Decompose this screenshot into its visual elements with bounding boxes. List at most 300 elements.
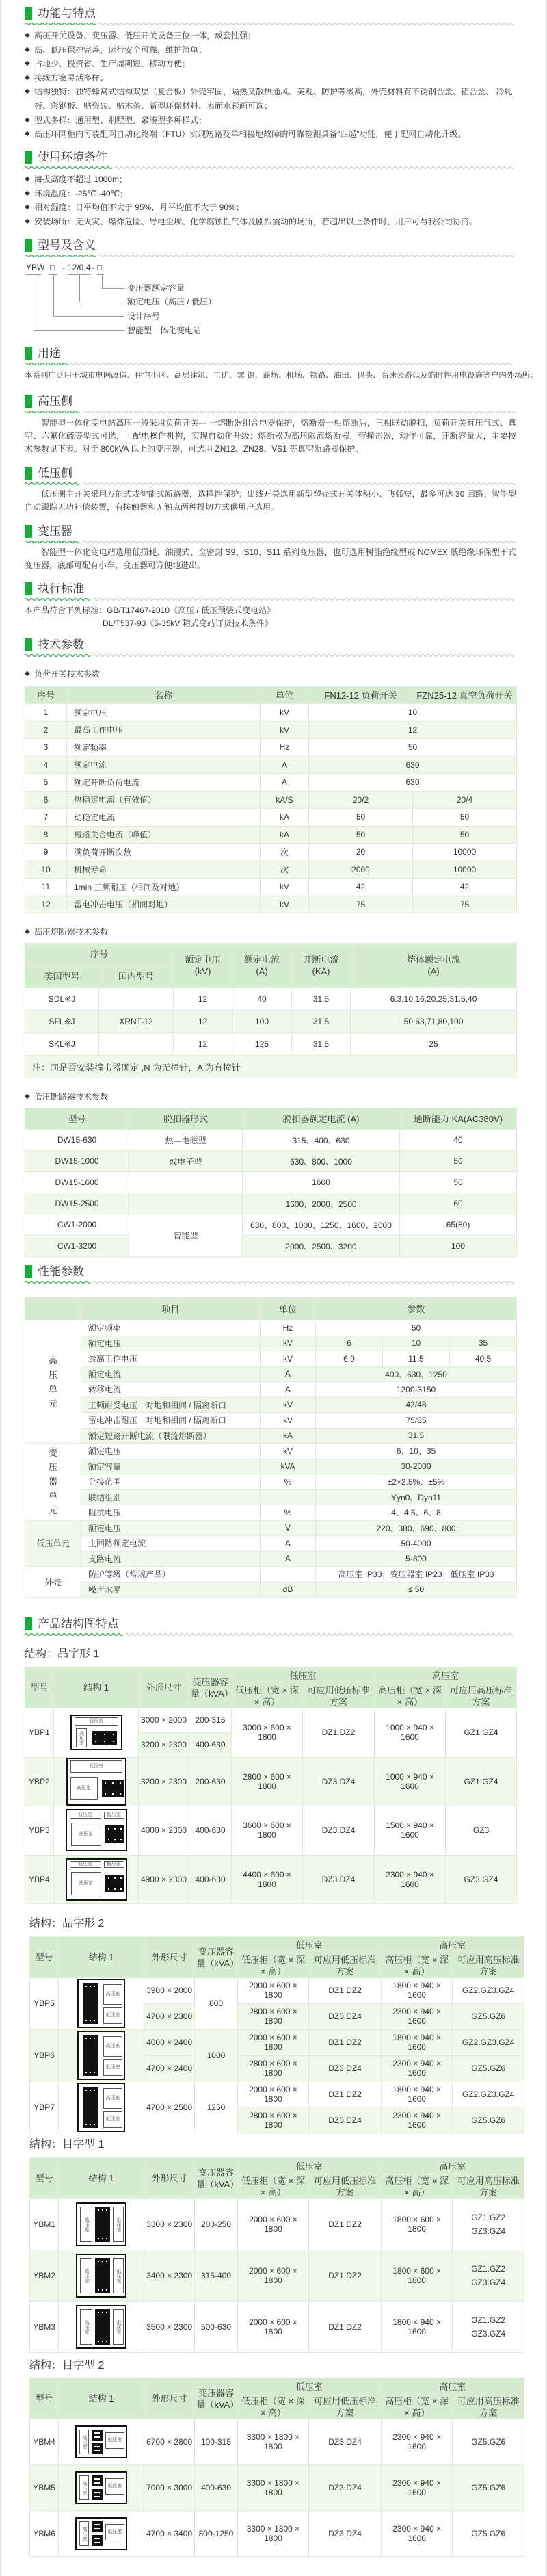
table-row <box>25 1520 517 1536</box>
table-cell: 2300 × 940 × 1600 <box>381 2511 453 2557</box>
diagram-cell <box>54 1757 139 1806</box>
transformer-icon <box>95 2258 110 2293</box>
diagram-cell <box>54 1708 139 1758</box>
table-cell: 7000 × 3000 <box>144 2465 194 2511</box>
table-cell: % <box>261 1505 316 1521</box>
structure-diagram <box>70 1715 122 1750</box>
table-row <box>30 2511 524 2557</box>
structure-diagram <box>76 2254 126 2298</box>
list-item: ◆ 高、低压保护完善，运行安全可靠，维护简单； <box>25 43 516 57</box>
room-label: 高压室 <box>79 1730 84 1745</box>
col-header: 低压柜（宽 × 深 × 高） <box>232 1684 303 1708</box>
table-cell: 高压室 IP33；变压器室 IP23；低压室 IP33 <box>316 1567 517 1583</box>
table-cell: 6.9 <box>316 1351 383 1367</box>
table-cell: 2800 × 600 × 1800 <box>237 2003 309 2029</box>
diagram-cell <box>59 2511 144 2557</box>
table-cell: 75 <box>309 896 413 913</box>
transformer-icon <box>105 1875 124 1892</box>
table-cell: 60 <box>400 1193 517 1214</box>
table-cell: 31.5 <box>292 1011 351 1033</box>
table-row <box>25 896 517 913</box>
model-cell: YBM6 <box>30 2511 59 2557</box>
diagram-cell <box>59 2465 144 2511</box>
table-cell: 或电子型 <box>129 1151 243 1172</box>
table-row <box>25 721 517 739</box>
table-cell: 10 <box>383 1336 450 1351</box>
table-row <box>25 1011 517 1033</box>
table-row <box>25 809 517 827</box>
col-header <box>25 1298 81 1320</box>
model-label-product: 智能型一体化变电站 <box>127 326 202 335</box>
table-cell: 8 <box>25 826 67 844</box>
col-header: FN12-12 负荷开关 <box>309 687 413 704</box>
lv-room-box <box>103 2059 122 2076</box>
room-label: 高压室 <box>105 1992 120 1997</box>
col-header: 低压室 <box>237 1937 381 1954</box>
table-row <box>25 1567 517 1583</box>
diagram-cell <box>59 2081 144 2133</box>
col-header: 英国型号 <box>25 965 99 988</box>
table-cell: GZ5.GZ6 <box>453 2107 524 2133</box>
table-cell: 125 <box>232 1033 292 1056</box>
table-cell <box>99 1033 174 1056</box>
lv-room-box <box>113 2207 124 2242</box>
table-cell: 10000 <box>413 861 517 879</box>
structure-diagram <box>77 2031 125 2080</box>
room-label: 高压室 <box>77 1785 91 1791</box>
table-cell: 42 <box>413 879 517 896</box>
standard-item: GB/T17467-2010《高压 / 低压预装式变电站》 <box>107 606 276 615</box>
table-cell: 最高工作电压 <box>81 1351 261 1367</box>
heading-marker-icon <box>25 1265 32 1278</box>
table-cell: 短路关合电流（峰值） <box>67 826 261 844</box>
col-header: 外形尺寸 <box>144 1937 194 1978</box>
room-label: 高压室 <box>84 2319 90 2334</box>
table-cell: 3 <box>25 739 67 757</box>
lv-room-box <box>105 2478 124 2495</box>
table-cell: kV <box>261 721 309 739</box>
hv-room-box <box>80 2258 92 2293</box>
heading-marker-icon <box>25 395 32 408</box>
room-label: 低压室 <box>107 2484 122 2488</box>
col-header <box>292 944 351 988</box>
table-cell: 额定频率 <box>81 1320 261 1336</box>
category-cell: 高压单元 <box>25 1320 81 1444</box>
table-cell: kV <box>261 1351 316 1367</box>
structure-diagram <box>75 2425 127 2458</box>
col-header: 名称 <box>67 687 261 704</box>
table-cell: 6 <box>316 1336 383 1351</box>
table-cell: 400-630 <box>189 1732 232 1757</box>
table-row <box>25 1214 517 1236</box>
table-cell: 噪声水平 <box>81 1582 261 1598</box>
col-header: 可应用低压标准方案 <box>309 1954 382 1978</box>
table-cell: DZ3.DZ4 <box>309 2055 382 2081</box>
table-cell: 400-630 <box>189 1806 232 1856</box>
list-item: ◆ 相对湿度：日平均值不大于 95%，月平均值不大于 90%； <box>25 200 516 215</box>
table-cell: 400、630、1250 <box>316 1366 517 1382</box>
table-cell: Yyn0、Dyn11 <box>316 1489 517 1505</box>
table-row <box>25 1428 517 1444</box>
table-cell: DW15-2500 <box>25 1193 129 1214</box>
table-cell: 11 <box>25 879 67 896</box>
table-cell: 满负荷开断次数 <box>67 844 261 861</box>
table-cell: 2800 × 600 × 1800 <box>237 2107 309 2133</box>
room-label: 高压室 <box>84 2268 90 2283</box>
room-label: 低压室 <box>89 1719 103 1724</box>
heading-marker-icon <box>25 151 32 164</box>
table-row <box>25 1172 517 1193</box>
table-cell: 工频耐受电压 对地和相间 / 隔离断口 <box>81 1397 261 1413</box>
standard-item: DL/T537-93《6-35kV 箱式变站订货技术条件》 <box>103 619 273 628</box>
room-label: 低压室 <box>105 2065 120 2070</box>
table-cell: 4000 × 2400 <box>144 2029 194 2055</box>
table-cell: 200-250 <box>195 2199 237 2250</box>
table-cell: 12 <box>174 1033 232 1056</box>
room-label: 低压室 <box>107 1812 121 1818</box>
diagram-cell <box>59 2199 144 2250</box>
col-header: 型号 <box>25 1108 129 1130</box>
lv-room-box <box>105 2432 124 2449</box>
fuse-title: ◆ 高压熔断器技术参数 <box>25 925 108 939</box>
heading-text: 产品结构图特点 <box>38 1617 119 1630</box>
structure-diagram <box>77 1979 125 2028</box>
table-cell: 额定短路开断电流（限流熔断器） <box>81 1428 261 1444</box>
transformer-icon <box>105 1825 124 1843</box>
table-cell: 1 <box>25 704 67 722</box>
col-header: 单位 <box>261 687 309 704</box>
hv-room-box <box>103 2036 122 2057</box>
room-label: 高压室 <box>79 1832 93 1837</box>
table-cell: DZ3.DZ4 <box>309 2465 382 2511</box>
list-item: ◆ 接线方案灵活多样； <box>25 71 516 86</box>
heading-marker-icon <box>25 467 32 480</box>
model-dash: - <box>62 263 65 272</box>
table-cell: 30-2000 <box>316 1459 517 1474</box>
table-cell: 2000、2500、3200 <box>243 1236 400 1257</box>
table-cell: 雷电冲击耐压 对地和相间 / 隔离断口 <box>81 1413 261 1429</box>
table-cell: 4700 × 3400 <box>144 2511 194 2557</box>
category-cell: 外壳 <box>25 1567 81 1598</box>
table-cell: CW1-2000 <box>25 1214 129 1236</box>
col-header: 可应用高压标准方案 <box>453 2395 524 2419</box>
model-box-capacity: □ <box>97 263 103 272</box>
table-cell: A <box>261 1551 316 1567</box>
col-header: 脱扣器形式 <box>129 1108 243 1130</box>
col-header: 变压器容量（kVA） <box>195 2378 237 2419</box>
table-cell: 31.5 <box>316 1428 517 1444</box>
col-header: 变压器容量（kVA） <box>195 1937 237 1978</box>
table-cell: 额定频率 <box>67 739 261 757</box>
table-row <box>30 2199 524 2250</box>
structure-diagram <box>66 1809 127 1851</box>
col-header: 低压柜（宽 × 深 × 高） <box>237 2175 309 2199</box>
table-cell: 630、800、1000、1250、1600、2000 <box>243 1214 400 1236</box>
lv-room-box <box>75 1717 118 1726</box>
table-row <box>25 1056 517 1078</box>
table-row <box>25 1444 517 1459</box>
table-cell: 50 <box>413 826 517 844</box>
room-label: 低压室 <box>89 1763 103 1769</box>
table-cell: 12 <box>174 1011 232 1033</box>
room-label: 高压室 <box>84 2217 90 2232</box>
col-header: 结构 1 <box>59 1937 144 1978</box>
model-label-voltage: 额定电压（高压 / 低压） <box>127 297 217 307</box>
section-heading-hv-side <box>25 393 516 419</box>
heading-text: 性能参数 <box>38 1265 84 1278</box>
room-label: 低压室 <box>78 1812 92 1818</box>
table-cell: DZ1.DZ2 <box>309 2250 382 2302</box>
heading-marker-icon <box>25 1617 32 1630</box>
transformer-icon <box>83 2035 98 2076</box>
table-cell: DZ3.DZ4 <box>309 2419 382 2465</box>
diagram-cell <box>59 2302 144 2353</box>
fuse-table <box>25 943 517 1078</box>
table-cell: GZ1.GZ2 GZ3.GZ4 <box>453 2302 524 2353</box>
structure-diagram <box>66 1858 127 1901</box>
col-header: 国内型号 <box>99 965 174 988</box>
table-row <box>25 1806 517 1856</box>
table-cell: DZ1.DZ2 <box>309 2081 382 2107</box>
table-cell: 100 <box>232 1011 292 1033</box>
table-row <box>25 1336 517 1351</box>
wave-divider <box>25 653 516 658</box>
table-cell <box>261 1489 316 1505</box>
room-label: 高压室 <box>79 1880 93 1886</box>
table-cell: 分接范围 <box>81 1474 261 1490</box>
model-cell: YBP1 <box>25 1708 54 1758</box>
hv-room-box <box>80 2207 92 2242</box>
transformer-icon <box>95 2309 110 2345</box>
hv-room-box <box>71 1872 101 1895</box>
table-cell: 1500 × 940 × 1600 <box>375 1806 446 1856</box>
lv-room-box <box>113 2258 124 2293</box>
transformer-icon <box>92 2489 103 2500</box>
table-cell: GZ5.GZ6 <box>453 2419 524 2465</box>
structure-diagram <box>77 2083 125 2132</box>
col-header: 高压室 <box>375 1667 517 1684</box>
table-cell: DZ1.DZ2 <box>309 2199 382 2250</box>
table-cell: GZ5.GZ6 <box>453 2003 524 2029</box>
structure-diagram <box>75 2517 127 2550</box>
table-cell: Hz <box>261 739 309 757</box>
col-header <box>174 944 232 988</box>
structure-title: 结构：目字型 2 <box>29 2360 105 2371</box>
model-cell: YBP7 <box>30 2081 59 2133</box>
section-heading-tech <box>25 637 516 663</box>
room-label: 低压室 <box>107 2438 122 2443</box>
table-cell: 2300 × 940 × 1600 <box>381 2003 453 2029</box>
table-row <box>25 1536 517 1552</box>
table-cell: 50 <box>309 809 413 827</box>
wave-divider <box>25 597 516 602</box>
heading-text: 低压侧 <box>38 467 72 480</box>
table-cell: 1250 <box>195 2081 237 2133</box>
lv-room-box <box>103 2007 122 2024</box>
header-text: 开断电流 <box>303 954 339 965</box>
table-cell: 2800 × 600 × 1800 <box>237 2055 309 2081</box>
table-cell: 25 <box>351 1033 517 1056</box>
table-cell: DW15-1600 <box>25 1172 129 1193</box>
standards-intro: 本产品符合下列标准： <box>25 606 107 615</box>
list-item: ◆ 高压环网柜内可装配网自动化终端（FTU）实现短路及单相接地故障的可靠检测具备“四遥”功能，便于配网自动化升级。 <box>25 127 516 142</box>
table-cell: GZ3 <box>446 1806 517 1856</box>
table-cell: DZ3.DZ4 <box>309 2511 382 2557</box>
table-cell: 额定电压 <box>81 1444 261 1459</box>
table-row <box>25 774 517 792</box>
model-cell: YBM2 <box>30 2250 59 2302</box>
table-cell: 31.5 <box>292 988 351 1011</box>
col-header: 可应用低压标准方案 <box>309 2395 382 2419</box>
table-row <box>25 1382 517 1398</box>
list-item: ◆ 环境温度：-25℃ -40℃； <box>25 187 516 201</box>
table-cell: 2000 <box>309 861 413 879</box>
table-cell: 65(80) <box>400 1214 517 1236</box>
structure-table <box>29 1936 524 2133</box>
col-header: 结构 1 <box>59 2378 144 2419</box>
table-cell: 3300 × 1800 × 1800 <box>237 2419 309 2465</box>
table-cell: 动稳定电流 <box>67 809 261 827</box>
wave-divider <box>25 1632 516 1637</box>
table-cell: DZ1.DZ2 <box>303 1708 375 1758</box>
hv-room-box <box>103 2088 122 2109</box>
wave-divider <box>25 361 516 367</box>
heading-text: 型号及含义 <box>38 239 96 252</box>
room-label: 高压室 <box>82 2480 88 2495</box>
table-row <box>25 1708 517 1733</box>
heading-text: 执行标准 <box>38 582 84 595</box>
transformer-icon <box>102 1780 124 1797</box>
table-cell: ±2×2.5%、±5% <box>316 1474 517 1490</box>
list-item: ◆ 高压开关设备、变压器、低压开关设备三位一体，成套性强； <box>25 29 516 43</box>
transformer-icon <box>83 2087 98 2128</box>
table-cell: GZ1.GZ2 GZ3.GZ4 <box>453 2250 524 2302</box>
structure-diagram <box>76 2305 126 2349</box>
table-cell: 次 <box>261 861 309 879</box>
header-unit: (A) <box>427 966 440 976</box>
table-row <box>25 826 517 844</box>
table-cell: 3400 × 2300 <box>144 2250 194 2302</box>
table-cell: 额定电压 <box>81 1336 261 1351</box>
room-label: 低压室 <box>116 2319 122 2334</box>
list-item: ◆ 安装场所：无火灾、爆炸危险、导电尘埃、化学腐蚀性气体及剧烈震动的场所，若超出以上条件时，用户可与我公司协商。 <box>25 215 516 229</box>
table-cell: 1600 <box>243 1172 400 1193</box>
table-row <box>25 756 517 774</box>
table-cell: 1600、2000、2500 <box>243 1193 400 1214</box>
table-cell: XRNT-12 <box>99 1011 174 1033</box>
usage-text: 本系列广泛用于城市电网改造、住宅小区、高层建筑、工矿、宾 馆、商场、机场、铁路、油田、码头、高速公路以及临时性用电设施等户内外场所。 <box>25 372 538 380</box>
list-item: ◆ 结构独特：独特蜂窝式结构双层（复合板）外壳牢固，隔热又散热通风、美观、防护等级高，外壳材料有不锈钢合金、铝合金、 冷轧板、彩钢板、贴瓷砖、贴木条、新型环保材料、表面水彩画可选； <box>25 85 516 113</box>
category-cell: 低压单元 <box>25 1520 81 1567</box>
table-cell: 12 <box>25 896 67 913</box>
hv-room-box <box>71 1823 101 1846</box>
table-cell: 3300 × 1800 × 1800 <box>237 2511 309 2557</box>
table-row <box>30 2029 524 2055</box>
table-cell: 注：同是否安装撞击器确定 ,N 为无撞针，A 为有撞针 <box>25 1056 517 1078</box>
table-row <box>25 1474 517 1490</box>
table-cell: 50 <box>309 739 517 757</box>
heading-marker-icon <box>25 7 32 20</box>
breaker-table <box>25 1108 517 1257</box>
col-header: 通断能力 KA(AC380V) <box>400 1108 517 1130</box>
table-cell: 热稳定电流（有效值） <box>67 791 261 809</box>
structure-title: 结构：目字型 1 <box>29 2139 105 2150</box>
col-header: 低压室 <box>237 2158 381 2175</box>
table-cell: SDL※J <box>25 988 99 1011</box>
col-header <box>351 944 517 988</box>
table-cell: 2300 × 940 × 1600 <box>381 2419 453 2465</box>
table-cell: 1000 × 940 × 1600 <box>375 1757 446 1806</box>
model-cell: YBM3 <box>30 2302 59 2353</box>
structure-table <box>29 2157 524 2353</box>
table-cell: 4000 × 2300 <box>139 1806 189 1856</box>
table-cell: 防护等级（常规产品） <box>81 1567 261 1583</box>
hv-room-box <box>79 2475 89 2500</box>
hv-room-box <box>80 2309 92 2345</box>
model-cell: YBP2 <box>25 1757 54 1806</box>
col-header: 低压室 <box>237 2378 381 2395</box>
table-cell: 630、800、1000 <box>243 1151 400 1172</box>
model-code-diagram <box>25 260 298 339</box>
table-cell: DZ1.DZ2 <box>309 2302 382 2353</box>
table-cell: kVA <box>261 1459 316 1474</box>
heading-marker-icon <box>25 525 32 538</box>
table-cell: 4、4.5、6、8 <box>316 1505 517 1521</box>
table-cell: 1000 <box>195 2029 237 2081</box>
table-cell: 次 <box>261 844 309 861</box>
diagram-cell <box>59 2029 144 2081</box>
table-cell: GZ2.GZ3.GZ4 <box>453 2081 524 2107</box>
wave-divider <box>25 21 516 27</box>
table-cell: 50 <box>400 1172 517 1193</box>
hv-room-box <box>79 2521 89 2546</box>
table-cell: 1800 × 940 × 1600 <box>381 2302 453 2353</box>
section-heading-standards <box>25 581 516 607</box>
table-row <box>25 844 517 861</box>
table-row <box>25 1551 517 1567</box>
table-cell: kA <box>261 1428 316 1444</box>
table-row <box>25 1489 517 1505</box>
room-label: 低压室 <box>107 1861 121 1866</box>
table-cell: 智能型 <box>129 1214 243 1257</box>
col-header: 项目 <box>81 1298 261 1320</box>
transformer-icon <box>92 2521 103 2532</box>
table-cell: kA <box>261 809 309 827</box>
table-cell: 3000 × 600 × 1800 <box>232 1708 303 1758</box>
col-header: 可应用高压标准方案 <box>453 1954 524 1978</box>
room-label: 低压室 <box>116 2268 122 2283</box>
table-cell: 雷电冲击电压（相间对地） <box>67 896 261 913</box>
lv-room-box <box>113 2309 124 2345</box>
room-label: 高压室 <box>105 2044 120 2049</box>
table-cell: 31.5 <box>292 1033 351 1056</box>
table-cell: 3500 × 2300 <box>144 2302 194 2353</box>
diagram-cell <box>54 1855 139 1904</box>
table-cell: 20/4 <box>413 791 517 809</box>
table-cell: 6700 × 2800 <box>144 2419 194 2465</box>
table-cell: SFL※J <box>25 1011 99 1033</box>
transformer-text: 智能型一体化变电站选用低损耗、油浸式、全密封 S9、S10、S11 系列变压器，也可选用树脂绝缘型或 NOMEX 纸绝缘环保型干式变压器，底部可配有小车，变压器可方便地进出。 <box>25 547 516 570</box>
model-cell: YBP3 <box>25 1806 54 1856</box>
col-header: 可应用低压标准方案 <box>303 1684 375 1708</box>
structure-table <box>29 2378 524 2557</box>
standards-block <box>25 604 516 630</box>
header-unit: (A) <box>256 966 268 976</box>
table-cell: 20/2 <box>309 791 413 809</box>
table-cell: 400-630 <box>195 2465 237 2511</box>
table-cell: 2300 × 940 × 1600 <box>381 2107 453 2133</box>
table-row <box>25 1757 517 1806</box>
